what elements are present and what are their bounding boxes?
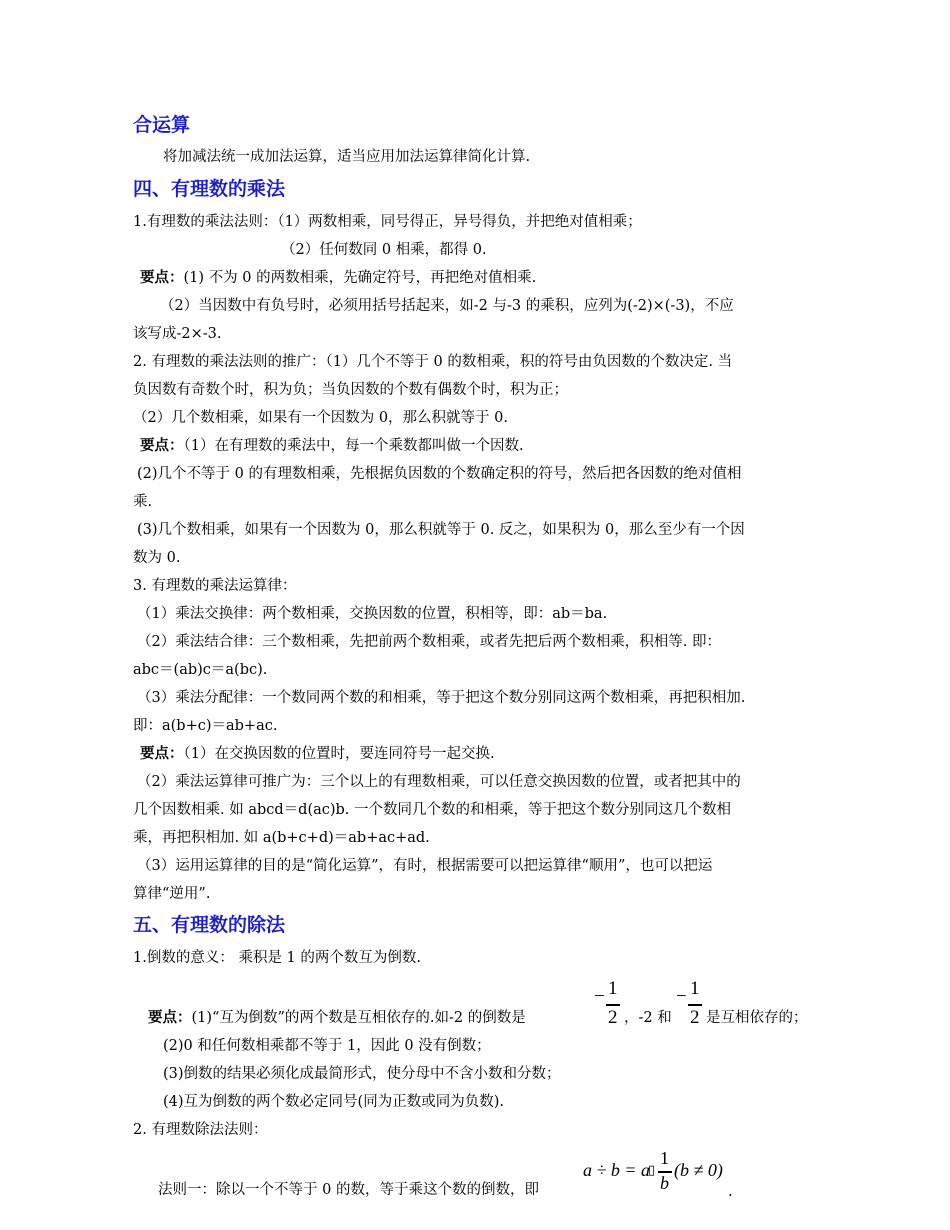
fraction-numerator: 1 <box>608 978 618 999</box>
key-label: 要点： <box>140 269 184 286</box>
k3-b3: 乘，再把积相加. 如 a(b+c+d)＝ab+ac+ad. <box>133 830 430 846</box>
k2-b1: (2)几个不等于 0 的有理数相乘，先根据负因数的个数确定积的符号，然后把各因数的绝对值相 <box>137 466 742 482</box>
key-point-3 <box>140 744 495 764</box>
d-key-1c: 是互相依存的； <box>706 1010 808 1026</box>
s3-2b: abc＝(ab)c＝a(bc). <box>133 662 268 678</box>
key-label: 要点： <box>148 1009 192 1026</box>
fraction-bar <box>688 1004 702 1006</box>
k1-b1: （2）当因数中有负号时，必须用括号括起来，如-2 与-3 的乘积，应列为(-2)×(-3)，不应 <box>160 298 734 314</box>
fraction-denominator: 2 <box>608 1007 618 1028</box>
fraction-neg-half-1 <box>594 980 624 1038</box>
k3-b2: 几个因数相乘. 如 abcd＝d(ac)b. 一个数同几个数的和相乘，等于把这个数分别同这几个数相 <box>133 802 732 818</box>
d-key-2: (2)0 和任何数相乘都不等于 1，因此 0 没有倒数； <box>163 1038 491 1054</box>
key-point-1 <box>140 268 536 288</box>
rule-1: 法则一：除以一个不等于 0 的数，等于乘这个数的倒数，即 <box>158 1182 539 1198</box>
d-key-3: (3)倒数的结果必须化成最简形式，使分母中不含小数和分数； <box>163 1066 561 1082</box>
heading-heyunsuan: 合运算 <box>133 114 191 136</box>
formula-left: a ÷ b = a <box>583 1160 651 1180</box>
s2-line2: 负因数有奇数个时，积为负；当负因数的个数有偶数个时，积为正； <box>133 382 568 398</box>
heading-section-5: 五、有理数的除法 <box>133 914 286 936</box>
s3-3b: 即：a(b+c)＝ab+ac. <box>133 718 278 734</box>
k3-c2: 算律“逆用”. <box>133 886 211 902</box>
key-text: （1）在有理数的乘法中，每一个乘数都叫做一个因数. <box>183 438 524 454</box>
key-text: （1）在交换因数的位置时，要连同符号一起交换. <box>183 746 495 762</box>
k1-b2: 该写成-2×-3. <box>133 326 222 342</box>
fraction-numerator: 1 <box>690 978 700 999</box>
formula-condition: (b ≠ 0) <box>674 1160 723 1180</box>
k2-b2: 乘. <box>133 494 153 510</box>
formula-numerator: 1 <box>660 1148 669 1168</box>
s3-1: （1）乘法交换律：两个数相乘，交换因数的位置，积相等，即：ab＝ba. <box>137 606 608 622</box>
key-label: 要点： <box>140 745 184 762</box>
d-key-1b: ，-2 和 <box>624 1010 672 1026</box>
k3-c1: （3）运用运算律的目的是“简化运算”，有时，根据需要可以把运算律“顺用”，也可以把运 <box>137 858 713 874</box>
s3-3a: （3）乘法分配律：一个数同两个数的和相乘，等于把这个数分别同这两个数相乘，再把积相加. <box>137 690 746 706</box>
k2-c2: 数为 0. <box>133 550 181 566</box>
d2: 2. 有理数除法法则： <box>133 1122 268 1138</box>
fraction-neg-half-2 <box>676 980 706 1038</box>
s1-line2: （2）任何数同 0 相乘，都得 0. <box>281 242 487 258</box>
s2-line1: 2. 有理数的乘法法则的推广：（1）几个不等于 0 的数相乘，积的符号由负因数的个数决定. 当 <box>133 354 733 370</box>
formula-box: ▯ <box>648 1162 656 1177</box>
d1: 1.倒数的意义： 乘积是 1 的两个数互为倒数. <box>133 950 421 966</box>
fraction-bar <box>606 1004 620 1006</box>
s3-2a: （2）乘法结合律：三个数相乘，先把前两个数相乘，或者先把后两个数相乘，积相等. 即： <box>137 634 721 650</box>
d-key-1-start <box>148 1008 526 1028</box>
paragraph-addition-rule: 将加减法统一成加法运算，适当应用加法运算律简化计算. <box>163 149 531 165</box>
formula-end: . <box>728 1184 733 1200</box>
k2-c1: (3)几个数相乘，如果有一个因数为 0，那么积就等于 0. 反之，如果积为 0，那么至少有一个因 <box>137 522 745 538</box>
key-label: 要点： <box>140 437 184 454</box>
fraction-denominator: 2 <box>690 1007 700 1028</box>
key-point-2 <box>140 436 524 456</box>
d-key-4: (4)互为倒数的两个数必定同号(同为正数或同为负数). <box>163 1094 504 1110</box>
fraction-minus: − <box>676 986 687 1007</box>
s1-line1: 1.有理数的乘法法则：（1）两数相乘，同号得正，异号得负，并把绝对值相乘； <box>133 214 642 230</box>
k3-b1: （2）乘法运算律可推广为：三个以上的有理数相乘，可以任意交换因数的位置，或者把其中的 <box>137 774 741 790</box>
s2-line3: （2）几个数相乘，如果有一个因数为 0，那么积就等于 0. <box>133 410 509 426</box>
d-key-1a: (1)“互为倒数”的两个数是互相依存的.如-2 的倒数是 <box>191 1010 526 1026</box>
s3-title: 3. 有理数的乘法运算律： <box>133 578 297 594</box>
formula-denominator: b <box>660 1173 669 1193</box>
fraction-minus: − <box>594 986 605 1007</box>
heading-section-4: 四、有理数的乘法 <box>133 178 286 200</box>
key-text: (1) 不为 0 的两数相乘，先确定符号，再把绝对值相乘. <box>183 270 537 286</box>
